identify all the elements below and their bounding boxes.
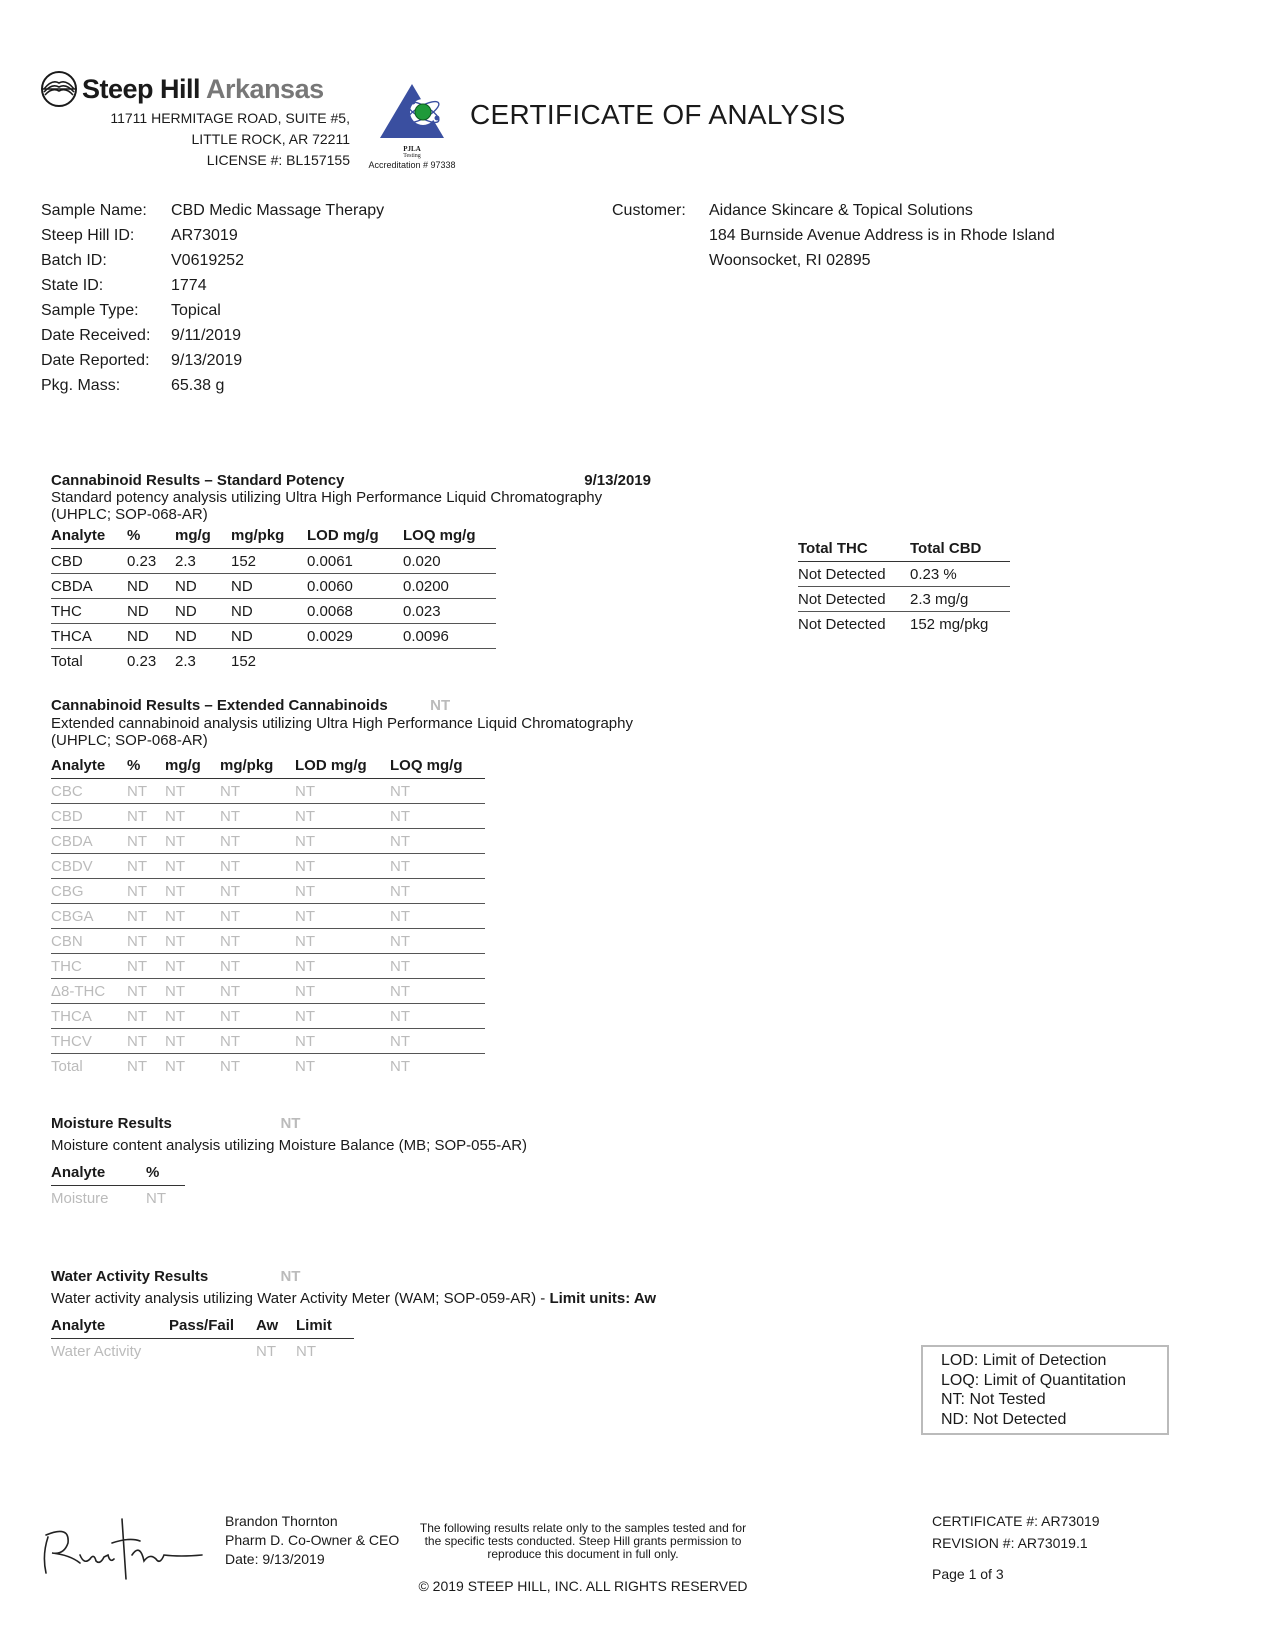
extended-cell: NT (295, 879, 390, 904)
extended-table (51, 753, 485, 1078)
potency-column-header: LOQ mg/g (403, 523, 496, 549)
extended-cell: NT (165, 779, 220, 804)
extended-row (51, 879, 485, 904)
moisture-row (51, 1186, 185, 1211)
sample-info-label: Sample Type: (41, 302, 139, 319)
water-activity-desc-text: Water activity analysis utilizing Water Activity Meter (WAM; SOP-059-AR) - (51, 1290, 550, 1307)
extended-cell: NT (390, 1029, 485, 1054)
document-title: CERTIFICATE OF ANALYSIS (470, 99, 846, 130)
extended-cell: NT (127, 779, 165, 804)
moisture-table (51, 1160, 185, 1210)
moisture-status: NT (280, 1115, 301, 1132)
potency-cell: ND (175, 599, 231, 624)
extended-cell: NT (220, 979, 295, 1004)
totals-table (798, 536, 1010, 636)
extended-cell: NT (220, 1029, 295, 1054)
extended-row (51, 779, 485, 804)
extended-cell: NT (220, 779, 295, 804)
sample-info-value: 9/13/2019 (171, 352, 243, 369)
extended-cell: NT (165, 854, 220, 879)
extended-cell: NT (220, 904, 295, 929)
certificate-info (932, 1512, 1100, 1584)
potency-row (51, 574, 496, 599)
moisture-title: Moisture Results (51, 1115, 172, 1132)
sample-info-value: AR73019 (171, 227, 238, 244)
potency-cell: 0.0060 (307, 574, 403, 599)
customer-info (612, 198, 1055, 273)
lab-address (60, 108, 350, 171)
potency-cell: 2.3 (175, 549, 231, 574)
sample-info-value: 65.38 g (171, 377, 225, 394)
water-activity-cell: Water Activity (51, 1342, 142, 1360)
water-activity-column-header: Pass/Fail (169, 1313, 256, 1339)
extended-title: Cannabinoid Results – Extended Cannabinoids (51, 697, 388, 714)
page-number: Page 1 of 3 (932, 1566, 1004, 1582)
sample-info-label: Pkg. Mass: (41, 377, 121, 394)
sample-info (41, 198, 384, 398)
extended-cell: CBDA (51, 829, 127, 854)
disclaimer-line-3: reproduce this document in full only. (487, 1547, 679, 1561)
totals-cell: 152 mg/pkg (910, 615, 989, 633)
potency-cell: 0.23 (127, 549, 175, 574)
extended-cell: NT (390, 1057, 410, 1075)
extended-cell: NT (295, 804, 390, 829)
potency-cell: 0.023 (403, 599, 496, 624)
accreditation-number: Accreditation # 97338 (368, 160, 456, 170)
potency-cell: ND (127, 574, 175, 599)
extended-cell: CBD (51, 804, 127, 829)
customer-address-2: Woonsocket, RI 02895 (709, 252, 871, 269)
extended-cell: NT (220, 1004, 295, 1029)
potency-cell: 0.0029 (307, 624, 403, 649)
sample-info-label: State ID: (41, 277, 104, 294)
totals-cell: 0.23 % (910, 562, 1010, 587)
brand-secondary: Arkansas (206, 73, 324, 104)
extended-cell: NT (295, 829, 390, 854)
moisture-column-header: % (146, 1160, 185, 1186)
extended-cell: NT (295, 904, 390, 929)
extended-cell: THCA (51, 1004, 127, 1029)
potency-cell: CBD (51, 549, 127, 574)
extended-cell: NT (220, 854, 295, 879)
extended-cell: NT (127, 979, 165, 1004)
sample-info-label: Date Received: (41, 327, 151, 344)
extended-cell: NT (295, 1029, 390, 1054)
extended-cell: NT (127, 904, 165, 929)
potency-cell: ND (127, 624, 175, 649)
extended-column-header: % (127, 753, 165, 779)
accreditation-org: PJLA (403, 145, 421, 153)
pjla-triangle-atom-icon (377, 82, 447, 140)
extended-cell: NT (220, 879, 295, 904)
water-activity-section (51, 1268, 751, 1363)
standard-potency-title: Cannabinoid Results – Standard Potency (51, 472, 345, 489)
lab-logo (40, 70, 324, 108)
extended-cell: Total (51, 1057, 83, 1075)
extended-cell: NT (165, 879, 220, 904)
sample-info-row (41, 373, 384, 398)
abbreviation-legend (921, 1345, 1169, 1435)
extended-cell: NT (127, 929, 165, 954)
water-activity-column-header: Limit (296, 1313, 354, 1339)
potency-column-header: Analyte (51, 523, 127, 549)
extended-status: NT (430, 697, 451, 714)
brand-name (82, 74, 324, 105)
potency-cell: THCA (51, 624, 127, 649)
standard-potency-section (51, 472, 651, 673)
extended-cell: NT (220, 954, 295, 979)
potency-cell: 0.0200 (403, 574, 496, 599)
sample-info-row (41, 273, 384, 298)
extended-cell: THC (51, 954, 127, 979)
sample-info-label: Batch ID: (41, 252, 107, 269)
extended-cell: NT (127, 829, 165, 854)
extended-cell: NT (165, 1004, 220, 1029)
customer-label: Customer: (612, 202, 686, 219)
extended-cell: CBGA (51, 904, 127, 929)
extended-cell: NT (390, 779, 485, 804)
extended-cell: NT (295, 854, 390, 879)
potency-cell: THC (51, 599, 127, 624)
water-activity-table (51, 1313, 354, 1363)
potency-cell: Total (51, 652, 83, 670)
extended-cell: NT (390, 804, 485, 829)
standard-potency-desc-2: (UHPLC; SOP-068-AR) (51, 506, 208, 523)
water-activity-column-header: Analyte (51, 1313, 169, 1339)
extended-cell: NT (295, 929, 390, 954)
mountain-logo-icon (40, 70, 78, 108)
water-activity-cell: NT (256, 1342, 276, 1360)
disclaimer-line-2: the specific tests conducted. Steep Hill grants permission to (424, 1534, 742, 1548)
sample-info-value: V0619252 (171, 252, 244, 269)
sample-info-label: Date Reported: (41, 352, 150, 369)
extended-cell: NT (165, 804, 220, 829)
extended-cell: NT (220, 804, 295, 829)
potency-cell: ND (231, 574, 307, 599)
extended-row (51, 1004, 485, 1029)
extended-cell: CBN (51, 929, 127, 954)
legend-item: ND: Not Detected (941, 1410, 1067, 1428)
moisture-cell: Moisture (51, 1189, 109, 1207)
potency-column-header: mg/g (175, 523, 231, 549)
water-activity-cell (169, 1339, 256, 1364)
moisture-cell: NT (146, 1189, 166, 1207)
extended-cell: NT (390, 929, 485, 954)
extended-cell: NT (127, 1029, 165, 1054)
potency-cell: ND (175, 624, 231, 649)
extended-cell: NT (390, 954, 485, 979)
legend-item: NT: Not Tested (941, 1391, 1046, 1408)
totals-row (798, 562, 1010, 587)
potency-cell (403, 649, 496, 674)
legend-item: LOD: Limit of Detection (941, 1352, 1107, 1369)
extended-row (51, 1054, 485, 1079)
extended-desc-1: Extended cannabinoid analysis utilizing Ultra High Performance Liquid Chromatography (51, 715, 633, 732)
sample-info-row (41, 298, 384, 323)
extended-cell: NT (390, 829, 485, 854)
extended-column-header: mg/pkg (220, 753, 295, 779)
extended-cell: Δ8-THC (51, 979, 127, 1004)
potency-cell: 152 (231, 549, 307, 574)
extended-column-header: LOQ mg/g (390, 753, 485, 779)
extended-cell: NT (390, 904, 485, 929)
disclaimer (398, 1522, 768, 1561)
extended-cell: NT (295, 1004, 390, 1029)
moisture-desc: Moisture content analysis utilizing Moisture Balance (MB; SOP-055-AR) (51, 1137, 528, 1154)
signer-block (225, 1512, 399, 1569)
extended-cell: NT (220, 929, 295, 954)
extended-column-header: mg/g (165, 753, 220, 779)
potency-cell: 0.0068 (307, 599, 403, 624)
certificate-number: CERTIFICATE #: AR73019 (932, 1513, 1100, 1529)
potency-cell: 0.020 (403, 549, 496, 574)
accreditation-sub: Testing (403, 153, 421, 159)
potency-column-header: mg/pkg (231, 523, 307, 549)
totals-cell: Not Detected (798, 587, 910, 612)
address-line-2: LITTLE ROCK, AR 72211 (191, 131, 350, 147)
extended-cell: NT (127, 854, 165, 879)
potency-cell: ND (231, 624, 307, 649)
potency-cell: ND (231, 599, 307, 624)
water-activity-title: Water Activity Results (51, 1268, 209, 1285)
potency-cell: CBDA (51, 574, 127, 599)
totals-column-header: Total CBD (910, 536, 1010, 562)
sample-info-row (41, 248, 384, 273)
extended-cell: NT (127, 879, 165, 904)
sample-info-value: Topical (171, 302, 221, 319)
accreditation-logo (362, 82, 462, 171)
customer-name: Aidance Skincare & Topical Solutions (709, 202, 973, 219)
water-activity-limit-units: Limit units: Aw (549, 1290, 657, 1307)
sample-info-label: Steep Hill ID: (41, 227, 135, 244)
extended-row (51, 829, 485, 854)
totals-cell: 2.3 mg/g (910, 587, 1010, 612)
water-activity-cell: NT (296, 1342, 316, 1360)
extended-cell: NT (165, 904, 220, 929)
extended-row (51, 904, 485, 929)
potency-column-header: LOD mg/g (307, 523, 403, 549)
extended-row (51, 1029, 485, 1054)
extended-cell: NT (295, 779, 390, 804)
potency-row (51, 599, 496, 624)
extended-section (51, 697, 731, 1078)
brand-primary: Steep Hill (82, 73, 201, 104)
potency-row (51, 624, 496, 649)
extended-cell: NT (295, 1057, 315, 1075)
extended-cell: NT (127, 804, 165, 829)
sample-info-label: Sample Name: (41, 202, 147, 219)
water-activity-column-header: Aw (256, 1313, 296, 1339)
extended-row (51, 929, 485, 954)
sample-info-row (41, 223, 384, 248)
potency-cell: ND (127, 599, 175, 624)
sample-info-row (41, 323, 384, 348)
signer-date: Date: 9/13/2019 (225, 1551, 325, 1567)
license-number: LICENSE #: BL157155 (206, 152, 350, 168)
extended-column-header: LOD mg/g (295, 753, 390, 779)
extended-cell: CBDV (51, 854, 127, 879)
potency-column-header: % (127, 523, 175, 549)
potency-cell: 0.23 (127, 652, 157, 670)
signer-name: Brandon Thornton (225, 1513, 338, 1529)
water-activity-desc (51, 1290, 751, 1307)
extended-cell: NT (165, 1029, 220, 1054)
customer-address-1: 184 Burnside Avenue Address is in Rhode Island (709, 227, 1055, 244)
extended-cell: NT (165, 979, 220, 1004)
moisture-column-header: Analyte (51, 1160, 146, 1186)
standard-potency-date: 9/13/2019 (584, 472, 651, 489)
extended-row (51, 954, 485, 979)
potency-cell: ND (175, 574, 231, 599)
extended-cell: NT (390, 854, 485, 879)
totals-column-header: Total THC (798, 536, 910, 562)
sample-info-row (41, 198, 384, 223)
totals-cell: Not Detected (798, 562, 910, 587)
potency-cell: 0.0096 (403, 624, 496, 649)
potency-row (51, 549, 496, 574)
sample-info-value: CBD Medic Massage Therapy (171, 202, 385, 219)
extended-cell: NT (165, 954, 220, 979)
standard-potency-desc-1: Standard potency analysis utilizing Ultra High Performance Liquid Chromatography (51, 489, 603, 506)
extended-desc-2: (UHPLC; SOP-068-AR) (51, 732, 208, 749)
extended-cell: NT (390, 1004, 485, 1029)
water-activity-status: NT (280, 1268, 301, 1285)
sample-info-row (41, 348, 384, 373)
extended-cell: NT (390, 879, 485, 904)
totals-row (798, 612, 1010, 637)
extended-cell: NT (165, 929, 220, 954)
sample-info-value: 1774 (171, 277, 207, 294)
disclaimer-line-1: The following results relate only to the samples tested and for (419, 1521, 747, 1535)
sample-info-value: 9/11/2019 (171, 327, 241, 344)
extended-cell: NT (165, 829, 220, 854)
standard-potency-table (51, 523, 496, 673)
extended-row (51, 804, 485, 829)
extended-cell: NT (127, 1057, 147, 1075)
extended-cell: NT (390, 979, 485, 1004)
extended-cell: THCV (51, 1029, 127, 1054)
totals-cell: Not Detected (798, 615, 886, 633)
totals-row (798, 587, 1010, 612)
extended-cell: CBG (51, 879, 127, 904)
extended-cell: NT (295, 979, 390, 1004)
potency-row (51, 649, 496, 674)
extended-cell: NT (127, 954, 165, 979)
potency-cell: 152 (231, 652, 257, 670)
signer-title: Pharm D. Co-Owner & CEO (225, 1532, 400, 1548)
extended-cell: NT (220, 829, 295, 854)
potency-cell: 0.0061 (307, 549, 403, 574)
extended-row (51, 854, 485, 879)
copyright: © 2019 STEEP HILL, INC. ALL RIGHTS RESERVED (418, 1578, 748, 1594)
potency-cell: 2.3 (175, 652, 196, 670)
address-line-1: 11711 HERMITAGE ROAD, SUITE #5, (110, 110, 350, 126)
moisture-section (51, 1115, 651, 1210)
extended-cell: NT (127, 1004, 165, 1029)
signature-image (40, 1515, 205, 1580)
extended-cell: NT (220, 1057, 240, 1075)
extended-column-header: Analyte (51, 753, 127, 779)
extended-cell: NT (295, 954, 390, 979)
extended-row (51, 979, 485, 1004)
water-activity-row (51, 1339, 354, 1364)
extended-cell: NT (165, 1057, 185, 1075)
potency-cell (307, 649, 403, 674)
legend-item: LOQ: Limit of Quantitation (941, 1371, 1126, 1389)
extended-cell: CBC (51, 779, 127, 804)
revision-number: REVISION #: AR73019.1 (932, 1535, 1088, 1551)
